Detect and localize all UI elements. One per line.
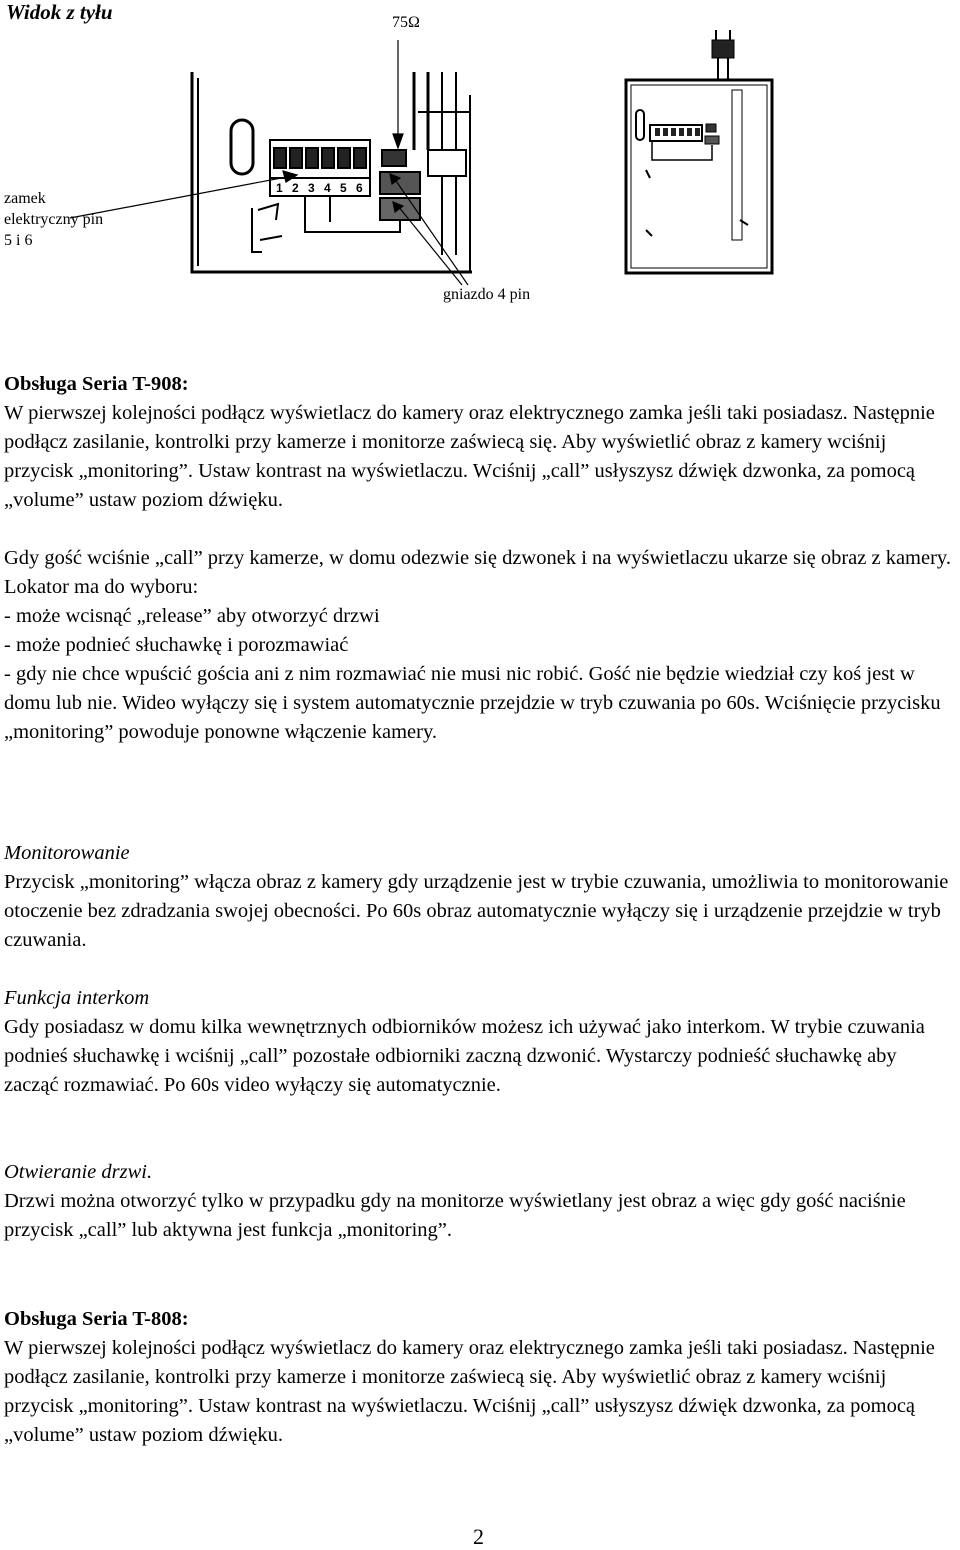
terminal-number: 1 bbox=[276, 181, 283, 195]
back-view-diagram bbox=[0, 30, 960, 310]
paragraph: Lokator ma do wyboru: bbox=[4, 576, 199, 598]
section-heading: Otwieranie drzwi. bbox=[4, 1161, 153, 1183]
section-heading: Obsługa Seria T-808: bbox=[4, 1308, 189, 1330]
section-t908 bbox=[4, 370, 954, 515]
terminal-block bbox=[270, 140, 466, 220]
paragraph: W pierwszej kolejności podłącz wyświetlacz do kamery oraz elektrycznego zamka jeśli taki posiadasz. Następnie podłącz zasilanie, kontrolki przy kamerze i monitorze zaświecą się. Aby wyświetlić obraz z kamery wciśnij przycisk „monitoring”. Ustaw kontrast na wyświetlaczu. Wciśnij „call” usłyszysz dźwięk dzwonka, za pomocą „volume” ustaw poziom dźwięku. bbox=[4, 1337, 935, 1446]
terminal-number: 6 bbox=[356, 181, 363, 195]
section-heading: Funkcja interkom bbox=[4, 987, 150, 1009]
section-t808 bbox=[4, 1305, 954, 1450]
list-item: - może wcisnąć „release” aby otworzyć drzwi bbox=[4, 605, 380, 627]
section-drzwi bbox=[4, 1158, 954, 1245]
section-heading: Obsługa Seria T-908: bbox=[4, 373, 189, 395]
paragraph: Przycisk „monitoring” włącza obraz z kamery gdy urządzenie jest w trybie czuwania, umożliwia to monitorowanie otoczenie bez zdradzania swojej obecności. Po 60s obraz automatycznie wyłączy się i urządzenie przejdzie w tryb czuwania. bbox=[4, 871, 949, 951]
lock-label: zamek elektryczny pin 5 i 6 bbox=[4, 190, 104, 249]
paragraph: W pierwszej kolejności podłącz wyświetlacz do kamery oraz elektrycznego zamka jeśli taki posiadasz. Następnie podłącz zasilanie, kontrolki przy kamerze i monitorze zaświecą się. Aby wyświetlić obraz z kamery wciśnij przycisk „monitoring”. Ustaw kontrast na wyświetlaczu. Wciśnij „call” usłyszysz dźwięk dzwonka, za pomocą „volume” ustaw poziom dźwięku. bbox=[4, 402, 935, 511]
paragraph: Drzwi można otworzyć tylko w przypadku gdy na monitorze wyświetlany jest obraz a więc gdy gość naciśnie przycisk „call” lub aktywna jest funkcja „monitoring”. bbox=[4, 1190, 906, 1241]
paragraph: Gdy gość wciśnie „call” przy kamerze, w domu odezwie się dzwonek i na wyświetlaczu ukarze się obraz z kamery. bbox=[4, 547, 951, 569]
list-item: - gdy nie chce wpuścić gościa ani z nim rozmawiać nie musi nic robić. Gość nie będzie wiedział czy koś jest w domu lub nie. Wideo wyłączy się i system automatycznie przejdzie w tryb czuwania po 60s. Wciśnięcie przycisku „monitoring” powoduje ponowne włączenie kamery. bbox=[4, 663, 941, 743]
section-heading: Monitorowanie bbox=[4, 842, 130, 864]
socket-label: gniazdo 4 pin bbox=[443, 286, 531, 303]
paragraph: Gdy posiadasz w domu kilka wewnętrznych odbiorników możesz ich używać jako interkom. W trybie czuwania podnieś słuchawkę i wciśnij „call” pozostałe odbiorniki zaczną dzwonić. Wystarczy podnieść słuchawkę aby zacząć rozmawiać. Po 60s video wyłączy się automatycznie. bbox=[4, 1016, 925, 1096]
page-number: 2 bbox=[473, 1524, 484, 1549]
resistor-label: 75Ω bbox=[392, 14, 420, 31]
monitor-back-panel bbox=[626, 30, 772, 273]
section-guest bbox=[4, 544, 954, 747]
terminal-number: 4 bbox=[324, 181, 331, 195]
section-monitorowanie bbox=[4, 839, 954, 955]
terminal-number: 3 bbox=[308, 181, 315, 195]
terminal-number: 2 bbox=[292, 181, 299, 195]
list-item: - może podnieć słuchawkę i porozmawiać bbox=[4, 634, 349, 656]
page-title: Widok z tyłu bbox=[6, 0, 113, 24]
section-interkom bbox=[4, 984, 954, 1100]
terminal-number: 5 bbox=[340, 181, 347, 195]
